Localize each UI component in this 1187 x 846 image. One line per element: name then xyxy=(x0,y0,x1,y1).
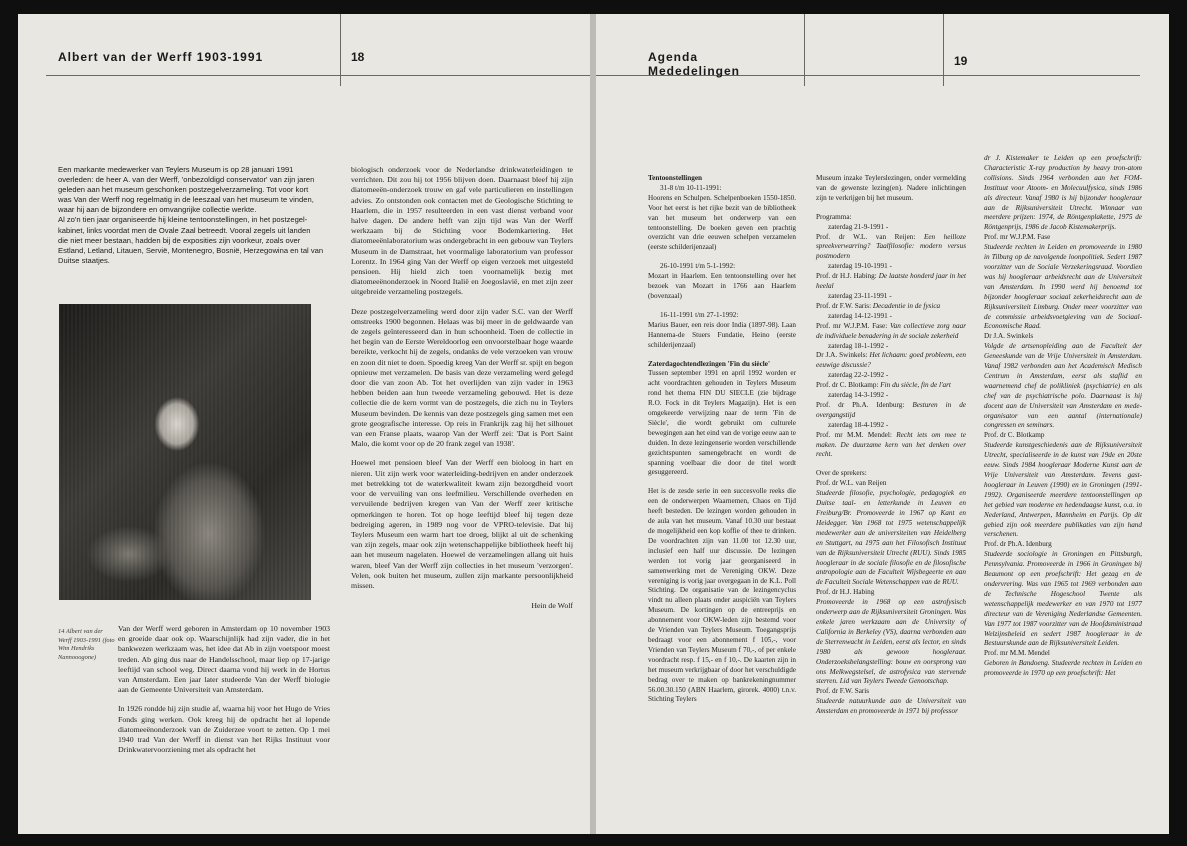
program-label: Programma: xyxy=(816,212,852,221)
program-speaker: Prof. mr M.M. Mendel: xyxy=(816,430,892,439)
program-date: zaterdag 19-10-1991 - xyxy=(828,262,892,271)
paragraph: Van der Werff werd geboren in Amsterdam op 10 november 1903 en groeide daar ook op. Waarschijnlijk had zijn vader, die in het bankwezen werkzaam was, het idee dat Ab in zijn voetspoor moest treden. Ab ging dus naar de Handelsschool, maar liep op 17-jarige leeftijd van school weg. Direct daarna vond hij werk in de Hortus van Amsterdam. Een jaar later studeerde Van der Werff biologie aan de Gemeente Universiteit van Amsterdam. xyxy=(118,624,330,695)
program-title: Fin du siècle, fin de l'art xyxy=(880,381,951,390)
exhibition-dates: 26-10-1991 t/m 5-1-1992: xyxy=(660,262,736,271)
intro-line: Een markante medewerker van Teylers Museum is op 28 januari 1991 xyxy=(58,165,294,174)
program-title: Recht iets om mee te maken. De duurzame kern van het denken over recht. xyxy=(816,430,966,459)
caption-line: Nannooogone) xyxy=(58,653,96,661)
program-date: zaterdag 23-11-1991 - xyxy=(828,291,892,300)
speaker-name: Prof. dr C. Blotkamp xyxy=(984,431,1045,440)
paragraph: biologisch onderzoek voor de Nederlandse drinkwaterleidingen te verrichten. Dit zou hij tot 1956 blijven doen. Daarnaast bleef hij zijn diatomeeën-onderzoek trouw en gaf vele particulieren en instellingen advies. Zo ontstonden ook contacten met de Geologische Stichting te Haarlem, die in 1957 resulteerden in een vast dienst verband voor halve dagen. De andere helft van zijn tijd was Van der Werff werkzaam bij de Stichting voor Bodemkartering. Het diatomeeënlaboratorium was ondergebracht in een gebouw van Teylers Museum in de Damstraat, het voormalige laboratorium van professor Lorentz. In 1964 ging Van der Werff op eigen verzoek met uitgesteld pensioen. Hij hield zich toen voornamelijk bezig met diatomeeënonderzoek in Noord Italië en Joegoslavië, en met zijn zeer uitgebreide verzameling postzegels. xyxy=(351,165,573,297)
program-date: zaterdag 18-4-1992 - xyxy=(828,420,889,429)
speaker-bio: dr J. Kistemaker te Leiden op een proefschrift: Characteristic X-ray production by heavy tron-atom collisions. Sinds 1964 verbonden aan het FOM-Instituut voor Atoom- en Molecuulfysica, sinds 1986 als directeur. Vanaf 1980 is hij bijzonder hoogleraar aan de Rijksuniversiteit Utrecht. Winnaar van meerdere prijzen: 1974, de Röntgenplakette, 1975 de Röntgenprijs, 1986 de Jacob Kistemakerprijs. xyxy=(984,154,1142,232)
program-entry xyxy=(816,302,966,312)
program-date: zaterdag 14-12-1991 - xyxy=(828,311,892,320)
speakers-label: Over de sprekers: xyxy=(816,469,867,478)
paragraph: Hoewel met pensioen bleef Van der Werff een bioloog in hart en nieren. Uit zijn werk voor waterleiding-bedrijven en ander onderzoek met betrekking tot de waterkwaliteit kwam zijn bezorgdheid voort voor de vervuiling van ons leefmilieu. Verschillende overheden en vervuilende bedrijven kregen van Van der Werff zeer kritische opmerkingen te horen. Tot op hoge leeftijd bleef hij tegen deze bedreiging ageren, in 1989 nog voor de VPRO-televisie. Dat hij Teylers Museum een warm hart toe droeg, blijkt al uit de schenking van zijn zegels, maar ook zijn wetenschappelijke bibliotheek heeft hij aan het museum nagelaten. Hoewel de verzamelingen allang uit huis waren, bleef Van der Werff zijn collecties in het museum 'verzorgen'. Velen, ook buiten het museum, zullen zijn markante persoonlijkheid missen. xyxy=(351,458,573,590)
program-entry xyxy=(816,381,966,391)
speaker-name: Prof. dr H.J. Habing xyxy=(816,588,875,597)
program-date: zaterdag 22-2-1992 - xyxy=(828,371,889,380)
agenda-column-2 xyxy=(816,174,966,717)
paragraph: In 1926 rondde hij zijn studie af, waarna hij voor het Hugo de Vries Fonds ging werken. Ook kreeg hij de opdracht het al lopende diatomeeënonderzoek van de Zuiderzee voort te zetten. Op 1 mei 1940 trad Van der Werff in dienst van het Rijks Instituut voor Drinkwatervoorziening met als opdracht het xyxy=(118,704,330,755)
intro-paragraph xyxy=(58,165,330,266)
intro-line: Estland, Letland, Litauen, Servië, Montenegro, Bosnië, Herzegowina en tal van xyxy=(58,245,324,255)
program-entry xyxy=(816,322,966,342)
lectures-heading: Zaterdagochtendlezingen 'Fin du siècle' xyxy=(648,359,770,368)
lectures-details: Het is de zesde serie in een succesvolle reeks die een de onderwerpen Waarnemen, Chaos en Tijd heeft besteden. De lezingen worden gehouden in de aula van het museum. Vanaf 10.30 uur bestaat de mogelijkheid een kop koffie of thee te drinken. De voordrachten zijn van 11.00 tot 12.30 uur, inclusief een half uur discussie. De lezingen werden tot vorig jaar georganiseerd in samenwerking met de Vereniging OKW. Deze vereniging is vorig jaar overgegaan in de K.L. Poll Stichting. De organisatie van de lezingencyclus vindt nu alleen plaats onder auspiciën van Teylers Museum. De kortingen op de entreeprijs en abonnement voor OKW-leden zijn bestemd voor de Vrienden van Teylers Museum. Toegangsprijs bedraagt voor een abonnement f 105,-, voor Vrienden van Teylers Museum f 70,-, of per enkele voordracht resp. f 15,- en f 10,-. De kaarten zijn in het museum verkrijgbaar of door het verschuldigde bedrag over te maken op bankrekeningnummer 56.00.30.150 (ABN Haarlem, girorek. 4000) t.n.v. Stichting Teylers xyxy=(648,487,796,704)
program-speaker: Prof. dr W.L. van Reijen: xyxy=(816,232,916,241)
program-title: Een heilloze spreekverwarring? Taalfilosofie: modern versus postmodern xyxy=(816,232,966,261)
agenda-column-3 xyxy=(984,154,1142,679)
article-title: Albert van der Werff 1903-1991 xyxy=(58,50,264,64)
intro-line: Duitse staatjes. xyxy=(58,255,110,265)
speaker-name: Prof. mr M.M. Mendel xyxy=(984,649,1050,658)
lectures-info: Museum inzake Teylerslezingen, onder vermelding van de gewenste lezing(en). Nadere inlichtingen zijn te verkrijgen bij het museum. xyxy=(816,174,966,202)
speaker-name: Prof. mr W.J.P.M. Fase xyxy=(984,233,1051,242)
intro-line: was Van der Werff nog regelmatig in de leeszaal van het museum te vinden, xyxy=(58,195,314,205)
article-column-1 xyxy=(118,624,330,764)
program-entry xyxy=(816,351,966,371)
exhibition-description: Mozart in Haarlem. Een tentoonstelling over het bezoek van Mozart in 1766 aan Haarlem (bovenzaal) xyxy=(648,272,796,300)
program-list xyxy=(816,223,966,461)
intro-line: overleden: de heer A. van der Werff, 'onbezoldigd conservator' van zijn jaren xyxy=(58,175,315,185)
speaker-name: Prof. dr F.W. Saris xyxy=(816,687,870,696)
photo-caption xyxy=(58,628,120,662)
speaker-bio: Volgde de artsenopleiding aan de Faculteit der Geneeskunde van de Vrije Universiteit in Amsterdam. Vanaf 1982 verbonden aan het Academisch Medisch Centrum in Amsterdam, eerst als staflid en waarnemend chef de polikliniek (psychiatrie) en als chef van de psychiatrische polo. Daarnaast is hij docent aan de Universiteit van Amsterdam en mede-organisator van een aantal (internationale) congressen en seminars. xyxy=(984,342,1142,430)
intro-line: waar hij aan de bijzondere en omvangrijke collectie werkte. xyxy=(58,205,257,215)
program-date: zaterdag 21-9-1991 - xyxy=(828,222,889,231)
exhibition-dates: 16-11-1991 t/m 27-1-1992: xyxy=(660,310,739,319)
program-title: Van collectieve zorg naar de individuele benadering in de sociale zekerheid xyxy=(816,321,966,340)
page-number: 19 xyxy=(954,54,968,68)
header-divider xyxy=(340,14,341,86)
exhibition-dates: 31-8 t/m 10-11-1991: xyxy=(660,183,722,192)
exhibition-description: Hoorens en Schulpen. Schelpenboeken 1550-1850. Voor het eerst is het rijke bezit van de bibliotheek van het museum het onderwerp van een tentoonstelling. De boeken geven een prachtig overzicht van drie eeuwen schelpen verzamelen (eerste schilderijenzaal) xyxy=(648,193,796,252)
program-title: Besturen in de overgangstijd xyxy=(816,400,966,419)
program-title: Het lichaam: goed probleem, een eeuwige discussie? xyxy=(816,351,966,370)
program-speaker: Prof. dr H.J. Habing: xyxy=(816,272,877,281)
speaker-bio: Studeerde filosofie, psychologie, pedagogiek en Duitse taal- en letterkunde in Leuven en Freiburg/Br. Promoveerde in 1967 op Kant en Heidegger. Van 1968 tot 1975 wetenschappelijk medewerker aan de universiteiten van Heidelberg en Stuttgart, na 1975 aan het Filosofisch Instituut van de Rijksuniversiteit Utrecht (RUU). Sinds 1985 hoogleraar in de sociale filosofie en de filosofische antropologie aan de Faculteit Wijsbegeerte en aan de Faculteit Sociale Wetenschappen van de RUU. xyxy=(816,489,966,587)
program-date: zaterdag 14-3-1992 - xyxy=(828,391,889,400)
portrait-photo xyxy=(59,304,311,600)
author-signature: Hein de Wolf xyxy=(531,601,573,611)
section-title-line: Agenda xyxy=(648,50,699,64)
left-page xyxy=(18,14,590,834)
speaker-name: Prof. dr Ph.A. Idenburg xyxy=(984,540,1052,549)
agenda-column-1 xyxy=(648,174,796,714)
program-speaker: Prof. dr F.W. Saris: xyxy=(816,301,872,310)
photo-texture xyxy=(59,304,311,600)
program-speaker: Prof. dr Ph.A. Idenburg: xyxy=(816,400,905,409)
page-number: 18 xyxy=(351,50,365,64)
section-title-line: Mededelingen xyxy=(648,64,741,78)
program-entry xyxy=(816,401,966,421)
speaker-bio: Studeerde sociologie in Groningen en Pittsburgh, Pennsylvania. Promoveerde in 1966 in Groningen bij Beaumont op een proefschrift: Het gezag en de ondervrering. Was van 1965 tot 1969 verbonden aan de Technische Hogeschool Twente als wetenschappelijk medewerker en van 1970 tot 1977 directeur van de Vereniging Nederlandse Gemeenten. Van 1977 tot 1987 voorzitter van de Hoofdsministraad Welzijnsbeleid en sedert 1987 hoogleraar in de Bestuurskunde aan de Rijksuniversiteit Leiden. xyxy=(984,550,1142,648)
program-entry xyxy=(816,272,966,292)
speaker-name: Dr J.A. Swinkels xyxy=(984,332,1034,341)
program-speaker: Dr J.A. Swinkels: xyxy=(816,351,868,360)
article-column-2 xyxy=(351,165,573,611)
intro-line: geleden aan het museum geschonken postzegelverzameling. Tot voor kort xyxy=(58,185,309,195)
program-entry xyxy=(816,233,966,263)
intro-line: Al zo'n tien jaar organiseerde hij kleine tentoonstellingen, in het postzegel- xyxy=(58,215,308,225)
header-rule xyxy=(46,75,590,76)
program-speaker: Prof. dr C. Blotkamp: xyxy=(816,381,879,390)
exhibitions-heading: Tentoonstellingen xyxy=(648,174,703,182)
intro-line: kabinet, links voordat men de Ovale Zaal betreedt. Vooral zegels uit landen xyxy=(58,225,311,235)
caption-line: Wim Hendriks xyxy=(58,645,95,653)
paragraph: Deze postzegelverzameling werd door zijn vader S.C. van der Werff omstreeks 1900 begonnen. Helaas was bij meer in de geldwaarde van de zegels geïnteresseerd dan in hun schoonheid. Toen de collectie in het begin van de Eerste Wereldoorlog een onvoorstelbaar hoge waarde bereikte, verkocht hij de zegels, ondanks de vele verzoeken van vrouw en zoon dit niet te doen. Spoedig kreeg Van der Werff sr. spijt en begon opnieuw met verzamelen. De basis van deze verzameling werd gelegd door die van zoon Ab. Tot het overlijden van zijn vader in 1963 hebben beiden aan hun tweede verzameling gebouwd. Het is deze collectie die de kern vormt van de postzegels, die zich nu in Teylers Museum bevinden. De kennis van deze postzegels ging samen met een grote geografische interesse. Op reis in Frankrijk zag hij het silhouet van een Franse plaats, waarop Van der Werff zei: 'Dat is Port Saint Malo, die komt voor op de 20 frank zegel van 1938'. xyxy=(351,306,573,449)
section-title xyxy=(648,50,740,78)
caption-line: Werff 1903-1991 (foto xyxy=(58,636,115,644)
header-divider xyxy=(943,14,944,86)
header-divider xyxy=(804,14,805,86)
program-speaker: Prof. mr W.J.P.M. Fase: xyxy=(816,321,888,330)
speaker-bio: Studeerde natuurkunde aan de Universiteit van Amsterdam en promoveerde in 1971 bij professor xyxy=(816,697,966,716)
speaker-bio: Studeerde rechten in Leiden en promoveerde in 1980 in Tilburg op de navolgende loonpolitiek. Sedert 1987 voorzitter van de Sociale Verzekeringsraad. Voordien was hij hoogleraar arbeidsrecht aan de Universiteit van Amsterdam. In 1990 werd hij benoemd tot bijzonder hoogleraar sociaal zekerheidsrecht aan de Rijksuniversiteit Limburg. Onder meer voorzitter van de commissie arbeidsvoetgieving van de Sociaal-Economische Raad. xyxy=(984,243,1142,331)
speaker-bio: Geboren in Bandoeng. Studeerde rechten in Leiden en promoveerde in 1970 op een proefschrift: Het xyxy=(984,659,1142,678)
program-date: zaterdag 18-1-1992 - xyxy=(828,341,889,350)
program-entry xyxy=(816,431,966,461)
intro-line: die niet meer bestaan, hadden bij de exposities zijn voorkeur, zoals over xyxy=(58,235,301,245)
speaker-bio: Studeerde kunstgeschiedenis aan de Rijksuniversiteit Utrecht, specialiseerde in de kunst van 19de en 20ste eeuw. Sinds 1984 hoogleraar Moderne Kunst aan de Vrije Universiteit van Amsterdam. Tevens gast-hoogleraar in Leuven (1990) en in Groningen (1991-1992). Organiseerde meerdere tentoonstellingen op het gebied van moderne en hedendaagse kunst, o.a. in Nederland, Antwerpen, Mannheim en Parijs. Op dit gebied zijn ook meerdere publikaties van zijn hand verschenen. xyxy=(984,441,1142,539)
speaker-name: Prof. dr W.L. van Reijen xyxy=(816,479,887,488)
lectures-description: Tussen september 1991 en april 1992 worden er acht voordrachten gehouden in Teylers Museum rond het thema FIN DU SIECLE (zie bijdrage R.O. Fock in dit Teylers Magazijn). Het is een omgekeerde verwijzing naar de term 'Fin de Siècle', die wordt gebruikt om culturele bewegingen aan het eind van de vorige eeuw aan te duiden. In deze lezingenserie worden verschillende gezichtspunten samengebracht en wordt de spanning voelbaar die door de titel wordt gesuggereerd. xyxy=(648,369,796,477)
program-title: Decadentie in de fysica xyxy=(872,301,941,310)
caption-line: 14 Albert van der xyxy=(58,628,103,635)
right-page xyxy=(596,14,1169,834)
program-title: De laatste honderd jaar in het heelal xyxy=(816,272,966,291)
exhibition-description: Marius Bauer, een reis door India (1897-98). Laan Hannema-de Stuers Fundatie, Heino (eerste schilderijenzaal) xyxy=(648,320,796,349)
speaker-bio: Promoveerde in 1968 op een astrofysisch onderwerp aan de Rijksuniversiteit Groningen. Was enkele jaren werkzaam aan de University of California in Berkeley (VS), daarna verbonden aan de Sterrenwacht in Leiden, eerst als lector, en sinds 1980 als gewoon hoogleraar. Onderzoeksbelangstelling: bouw en oorsprong van ons Melkwegstelsel, de astrofysica van stervende sterren. Lid van Teylers Tweede Genootschap. xyxy=(816,598,966,686)
